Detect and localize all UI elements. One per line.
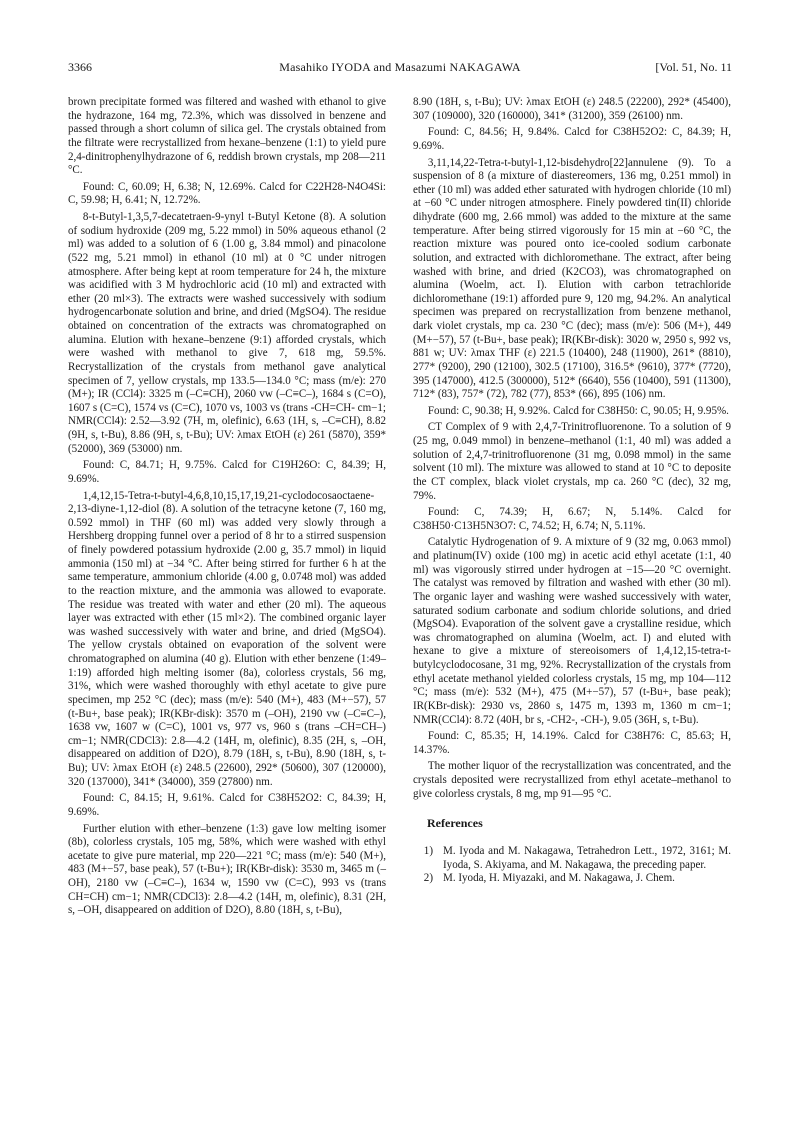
page-number: 3366 [68,60,92,74]
paragraph: Found: C, 90.38; H, 9.92%. Calcd for C38H50: C, 90.05; H, 9.95%. [427,404,729,417]
paragraph: Found: C, 60.09; H, 6.38; N, 12.69%. Calcd for C22H28-N4O4Si: C, 59.98; H, 6.41; N, 12.72%. [68,180,386,207]
left-column [68,96,386,918]
paragraph: Found: C, 84.15; H, 9.61%. Calcd for C38H52O2: C, 84.39; H, 9.69%. [68,792,386,818]
paragraph: 1,4,12,15-Tetra-t-butyl-4,6,8,10,15,17,19,21-cyclodocosaoctaene-2,13-diyne-1,12-diol (8). A solution of the tetracyne ketone (7, 160 mg, 0.592 mmol) in THF (60 ml) was added very slowly through a Hershberg dropping funnel over a period of 8 hr to a stirred suspension of finely powdered potassium hydroxide (2.00 g, 35.7 mmol) in liquid ammonia (150 ml) at −34 °C. After being stirred for further 6 h at the same temperature, ammonium chloride (4.00 g, 0.0748 mol) was added to the reaction mixture, and the ammonia was allowed to evaporate. The residue was treated with water and ether (20 ml). The aqueous layer was extracted with ether (15 ml×2). The combined organic layer was washed successively with water and brine, and dried (MgSO4). The yellow crystals obtained on evaporation of the solvent were chromatographed on alumina (40 g). Elution with ether benzene (1:49–1:19) afforded high melting isomer (8a), colorless crystals, 56 mg, 31%, which were washed thoroughly with ethyl acetate to give pure specimen, mp 252 °C (dec); mass (m/e): 540 (M+), 483 (M+−57), 57 (t-Bu+, base peak); IR(KBr-disk): 3570 m (–OH), 2190 vw (–C≡C–), 1638 vw, 1607 w (C=C), 1001 vs, 977 vs, 960 s (trans –CH=CH–) cm−1; NMR(CDCl3): 2.8—4.2 (14H, m, olefinic), 8.35 (2H, s, –OH, disappeared on addition of D2O), 8.79 (18H, s, t-Bu), 8.90 (18H, s, t-Bu); UV: λmax EtOH (ε) 248.5 (22600), 292* (50600), 307 (120000), 320 (137000), 341* (34000), 359 (27800) nm. [68,489,386,788]
reference-text: M. Iyoda, H. Miyazaki, and M. Nakagawa, J. Chem. [443,872,675,885]
running-header [68,60,732,78]
paragraph: Further elution with ether–benzene (1:3) gave low melting isomer (8b), colorless crystals, 105 mg, 58%, which were washed with ethyl acetate to give pure material, mp 220—221 °C; mass (m/e): 540 (M+), 483 (M+−57, base peak), 57 (t-Bu+); IR(KBr-disk): 3530 m, 3465 m (–OH), 2180 vw (–C≡C–), 1634 w, 1590 vw (C=C), 993 vs (trans CH=CH) cm−1; NMR(CDCl3): 2.8—4.2 (14H, m, olefinic), 8.31 (2H, s, –OH, disappeared on addition of D2O), 8.80 (18H, s, t-Bu), [68,822,386,917]
reference-text: M. Iyoda and M. Nakagawa, Tetrahedron Lett., 1972, 3161; M. Iyoda, S. Akiyama, and M. Nakagawa, the preceding paper. [443,844,731,871]
paragraph: 3,11,14,22-Tetra-t-butyl-1,12-bisdehydro[22]annulene (9). To a suspension of 8 (a mixture of diastereomers, 136 mg, 0.251 mmol) in ether (10 ml) was added ether saturated with hydrogen chloride (10 ml) at −60 °C under nitrogen atmosphere. Finely powdered tin(II) chloride dihydrate (600 mg, 2.66 mmol) was added to the mixture at the same temperature. After being stirred vigorously for 15 min at −60 °C, the reaction mixture was poured onto ice-cooled sodium carbonate solution, and extracted with dichloromethane. The extract, after being washed with brine, and dried (K2CO3), was chromatographed on alumina (Woelm, act. I). Elution with carbon tetrachloride dichloromethane (19:1) afforded pure 9, 120 mg, 94.2%. An analytical specimen was prepared on recrystallization from benzene methanol, dark violet crystals, mp ca. 230 °C (dec); mass (m/e): 506 (M+), 449 (M+−57), 57 (t-Bu+, base peak); IR(KBr-disk): 3020 w, 2950 s, 992 vs, 881 w; UV: λmax THF (ε) 221.5 (10400), 248 (11900), 261* (8810), 277* (9200), 290 (12100), 302.5 (17100), 316.5* (9610), 377* (7720), 395 (147000), 412.5 (300000), 512* (6640), 556 (10400), 591 (11300), 712* (83), 757* (72), 782 (77), 853* (66), 895 (106) nm. [413,156,731,401]
paragraph: Found: C, 85.35; H, 14.19%. Calcd for C38H76: C, 85.63; H, 14.37%. [413,730,731,756]
header-volume: [Vol. 51, No. 11 [655,60,732,74]
paragraph: 8-t-Butyl-1,3,5,7-decatetraen-9-ynyl t-Butyl Ketone (8). A solution of sodium hydroxide (209 mg, 5.22 mmol) in 50% aqueous ethanol (2 ml) was added to a solution of 6 (1.00 g, 3.84 mmol) and pinacolone (522 mg, 5.21 mmol) in ethanol (10 ml) at 0 °C under nitrogen atmosphere. After being kept at room temperature for 24 h, the mixture was acidified with 3 M hydrochloric acid (10 ml) and extracted with ether (20 ml×3). The extracts were washed successively with sodium hydrogencarbonate solution and brine, and dried (MgSO4). The residue obtained on concentration of the extracts was chromatographed on alumina. Elution with hexane–benzene (9:1) afforded crystals, which were washed with methanol to give 7, 618 mg, 59.5%. Recrystallization of the crystals from methanol gave analytical specimen of 7, yellow crystals, mp 133.5—134.0 °C; mass (m/e): 270 (M+); IR (CCl4): 3325 m (–C≡CH), 2060 vw (–C≡C–), 1684 s (C=O), 1607 s (C=C), 1574 vs (C=C), 1070 vs, 1003 vs (trans -CH=CH- cm−1; NMR(CCl4): 2.52—3.92 (7H, m, olefinic), 6.63 (1H, s, –C≡CH), 8.82 (9H, s, t-Bu), 8.86 (9H, s, t-Bu); UV: λmax EtOH (ε) 261 (5870), 359* (52000), 369 (53000) nm. [68,211,386,455]
paragraph: 8.90 (18H, s, t-Bu); UV: λmax EtOH (ε) 248.5 (22200), 292* (45400), 307 (109000), 320 (160000), 341* (31200), 359 (26100) nm. [413,96,731,122]
paragraph: Found: C, 84.71; H, 9.75%. Calcd for C19H26O: C, 84.39; H, 9.69%. [68,459,386,485]
references-heading: References [427,816,483,831]
paragraph: Catalytic Hydrogenation of 9. A mixture of 9 (32 mg, 0.063 mmol) and platinum(IV) oxide (100 mg) in acetic acid ethyl acetate (1:1, 40 ml) was vigorously stirred under hydrogen at −15—20 °C overnight. The catalyst was removed by filtration and washed with ether (30 ml). The organic layer and washing were washed successively with water, saturated sodium carbonate and sodium chloride solutions, and dried (MgSO4). Evaporation of the solvent gave a crystalline residue, which was chromatographed on alumina (Woelm, act. I) and eluted with hexane to give a mixture of stereoisomers of 1,4,12,15-tetra-t-butylcyclodocosane, 31 mg, 92%. Recrystallization of the crystals from ethyl acetate methanol yielded colorless crystals, 15 mg, mp 104—112 °C; mass (m/e): 532 (M+), 475 (M+−57), 57 (t-Bu+, base peak); IR(KBr-disk): 2930 vs, 2860 s, 1475 m, 1393 m, 1360 m cm−1; NMR(CCl4): 8.72 (40H, br s, -CH2-, -CH-), 9.05 (36H, s, t-Bu). [413,536,731,726]
header-authors: Masahiko IYODA and Masazumi NAKAGAWA [279,60,521,74]
paragraph: The mother liquor of the recrystallization was concentrated, and the crystals deposited were recrystallized from ethyl acetate–methanol to give colorless crystals, 8 mg, mp 91—95 °C. [413,760,731,800]
reference-item [413,845,731,872]
paragraph: brown precipitate formed was filtered and washed with ethanol to give the hydrazone, 164 mg, 72.3%, which was dissolved in benzene and passed through a short column of silica gel. The crystals obtained from the filtrate were recrystallized from hexane–benzene (1:1) to yield pure 2,4-dinitrophenylhydrazone of 6, reddish brown crystals, mp 208—211 °C. [68,96,386,177]
reference-number: 2) [423,872,433,885]
reference-number: 1) [423,844,433,857]
right-column [413,96,731,886]
paragraph: CT Complex of 9 with 2,4,7-Trinitrofluorenone. To a solution of 9 (25 mg, 0.049 mmol) in benzene–methanol (1:1, 40 ml) was added a solution of 2,4,7-trinitrofluorenone (31 mg, 0.098 mmol) in the same solvent (10 ml). The mixture was allowed to stand at 10 °C to deposite the CT complex, black violet crystals, mp ca. 260 °C (dec), 32 mg, 79%. [413,421,731,502]
reference-item [413,872,731,886]
paragraph: Found: C, 84.56; H, 9.84%. Calcd for C38H52O2: C, 84.39; H, 9.69%. [413,126,731,152]
paragraph: Found: C, 74.39; H, 6.67; N, 5.14%. Calcd for C38H50·C13H5N3O7: C, 74.52; H, 6.74; N, 5.11%. [413,506,731,532]
